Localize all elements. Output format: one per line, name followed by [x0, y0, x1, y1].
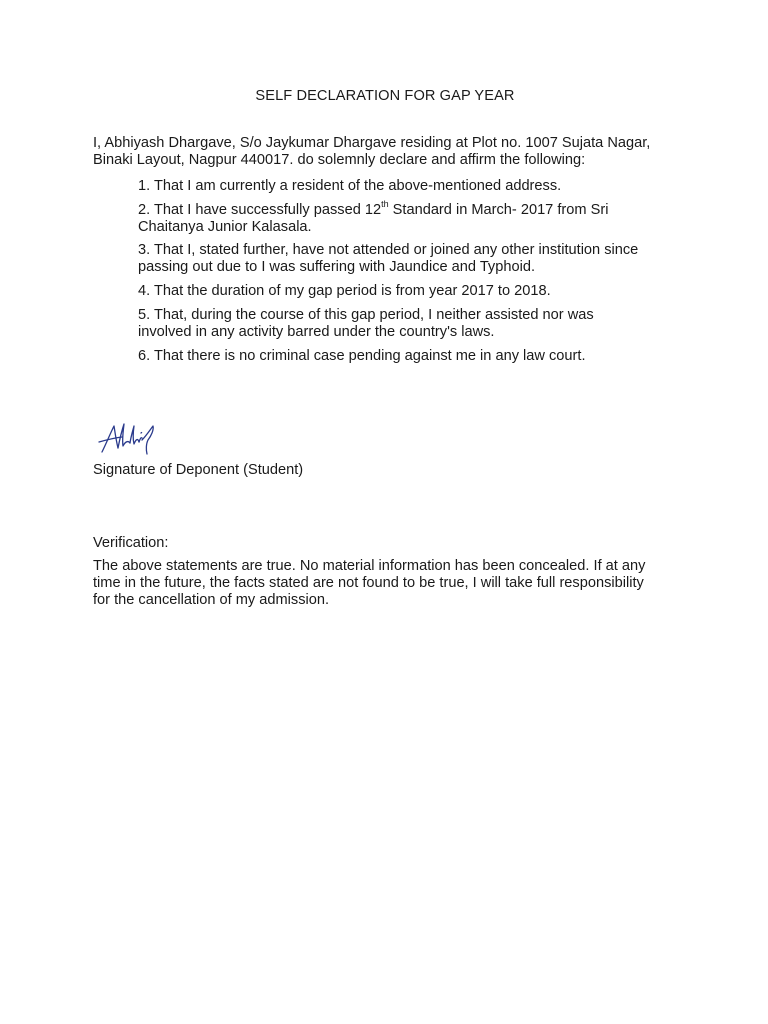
signature-stroke-cross: [99, 437, 122, 442]
item-1-text: 1. That I am currently a resident of the above-mentioned address.: [138, 178, 562, 194]
intro-line-1: I, Abhiyash Dhargave, S/o Jaykumar Dhargave residing at Plot no. 1007 Sujata Nagar,: [93, 135, 651, 151]
signature-stroke-y: [142, 426, 153, 454]
verification-line-3: for the cancellation of my admission.: [93, 592, 330, 608]
item-2-line-2: Chaitanya Junior Kalasala.: [138, 219, 312, 235]
signature-label: Signature of Deponent (Student): [93, 462, 304, 478]
item-2-text-b: Standard in March- 2017 from Sri: [388, 202, 609, 218]
declaration-item-1: [138, 178, 698, 195]
item-2-superscript: th: [381, 199, 389, 210]
verification-line-1: The above statements are true. No material information has been concealed. If at any: [93, 558, 646, 574]
item-4-text: 4. That the duration of my gap period is from year 2017 to 2018.: [138, 283, 551, 299]
item-6-text: 6. That there is no criminal case pending against me in any law court.: [138, 348, 586, 364]
signature-strokes: [99, 424, 153, 454]
item-5-line-2: involved in any activity barred under the country's laws.: [138, 324, 495, 340]
declaration-list: [138, 178, 698, 372]
intro-line-2: Binaki Layout, Nagpur 440017. do solemnly declare and affirm the following:: [93, 152, 586, 168]
verification-line-2: time in the future, the facts stated are not found to be true, I will take full responsibility: [93, 575, 644, 591]
item-3-line-1: 3. That I, stated further, have not attended or joined any other institution since: [138, 242, 639, 258]
signature-stroke-h: [130, 426, 139, 444]
intro-paragraph: [93, 135, 693, 169]
item-2-text-a: 2. That I have successfully passed 12: [138, 202, 382, 218]
verification-paragraph: [93, 558, 693, 609]
signature-mark: [96, 418, 160, 458]
declaration-item-2: [138, 199, 698, 236]
declaration-item-4: [138, 283, 698, 300]
item-3-line-2: passing out due to I was suffering with Jaundice and Typhoid.: [138, 259, 535, 275]
signature-stroke-b: [118, 424, 130, 448]
declaration-item-6: [138, 348, 698, 365]
document-title: SELF DECLARATION FOR GAP YEAR: [255, 88, 515, 104]
declaration-item-5: [138, 307, 698, 341]
item-2-line-1: [138, 199, 698, 219]
verification-heading: Verification:: [93, 535, 169, 551]
item-5-line-1: 5. That, during the course of this gap period, I neither assisted nor was: [138, 307, 594, 323]
declaration-item-3: [138, 242, 698, 276]
